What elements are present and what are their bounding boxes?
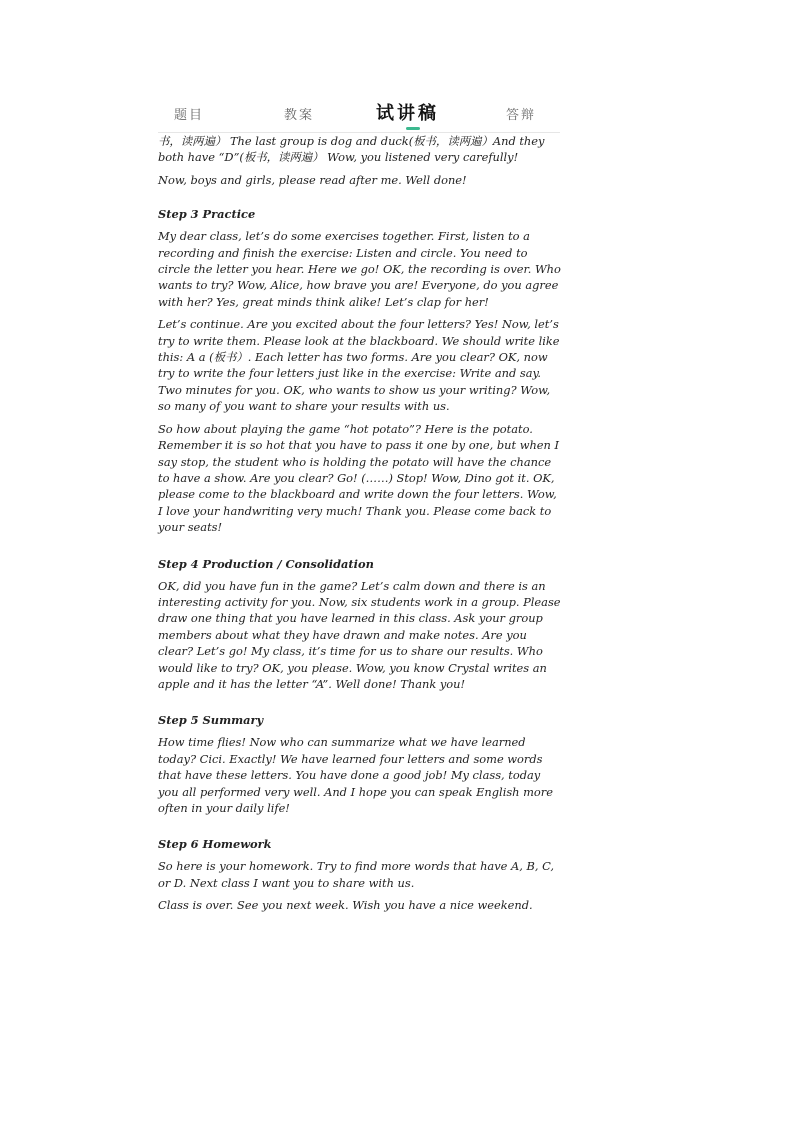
tab-defense[interactable]: 答辩 — [506, 108, 537, 123]
active-tab-indicator — [406, 127, 420, 130]
tab-script[interactable]: 试讲稿 — [376, 103, 439, 124]
step5-heading: Step 5 Summary — [158, 713, 264, 728]
intro-paragraph-2: Now, boys and girls, please read after me. Well done! — [158, 172, 467, 187]
script-content — [158, 133, 562, 920]
step6-paragraph-2: Class is over. See you next week. Wish you have a nice weekend. — [158, 898, 533, 913]
tab-bar — [158, 96, 560, 133]
step3-paragraph-2: Let’s continue. Are you excited about the four letters? Yes! Now, let’s try to write them. Please look at the blackboard. We should write like this: A a (板书）. Each letter has two forms. Are you clear? OK, now try to write the four letters just like in the exercise: Write and say. Two minutes for you. OK, who wants to show us your writing? Wow, so many of you want to share your results with us. — [158, 317, 560, 414]
step6-heading: Step 6 Homework — [158, 837, 272, 852]
step6-paragraph-1: So here is your homework. Try to find more words that have A, B, C, or D. Next class I want you to share with us. — [158, 859, 555, 890]
step3-paragraph-3: So how about playing the game “hot potato”? Here is the potato. Remember it is so hot that you have to pass it one by one, but when I say stop, the student who is holding the potato will have the chance to have a show. Are you clear? Go! (……) Stop! Wow, Dino got it. OK, please come to the blackboard and write down the four letters. Wow, I love your handwriting very much! Thank you. Please come back to your seats! — [158, 421, 559, 535]
tab-lesson-plan[interactable]: 教案 — [284, 108, 315, 123]
intro-paragraph-1: 书，读两遍） The last group is dog and duck(板书，读两遍）And they both have “D”(板书，读两遍） Wow, you listened very carefully! — [158, 134, 545, 165]
tab-topic[interactable]: 题目 — [174, 108, 205, 123]
step4-heading: Step 4 Production / Consolidation — [158, 556, 374, 571]
step3-heading: Step 3 Practice — [158, 207, 256, 222]
step3-paragraph-1: My dear class, let’s do some exercises together. First, listen to a recording and finish the exercise: Listen and circle. You need to circle the letter you hear. Here we go! OK, the recording is over. Who wants to try? Wow, Alice, how brave you are! Everyone, do you agree with her? Yes, great minds think alike! Let’s clap for her! — [158, 229, 561, 309]
step5-paragraph-1: How time flies! Now who can summarize what we have learned today? Cici. Exactly! We have learned four letters and some words that have these letters. You have done a good job! My class, today you all performed very well. And I hope you can speak English more often in your daily life! — [158, 735, 553, 815]
step4-paragraph-1: OK, did you have fun in the game? Let’s calm down and there is an interesting activity for you. Now, six students work in a group. Please draw one thing that you have learned in this class. Ask your group members about what they have drawn and make notes. Are you clear? Let’s go! My class, it’s time for us to share our results. Who would like to try? OK, you please. Wow, you know Crystal writes an apple and it has the letter “A”. Well done! Thank you! — [158, 578, 561, 691]
